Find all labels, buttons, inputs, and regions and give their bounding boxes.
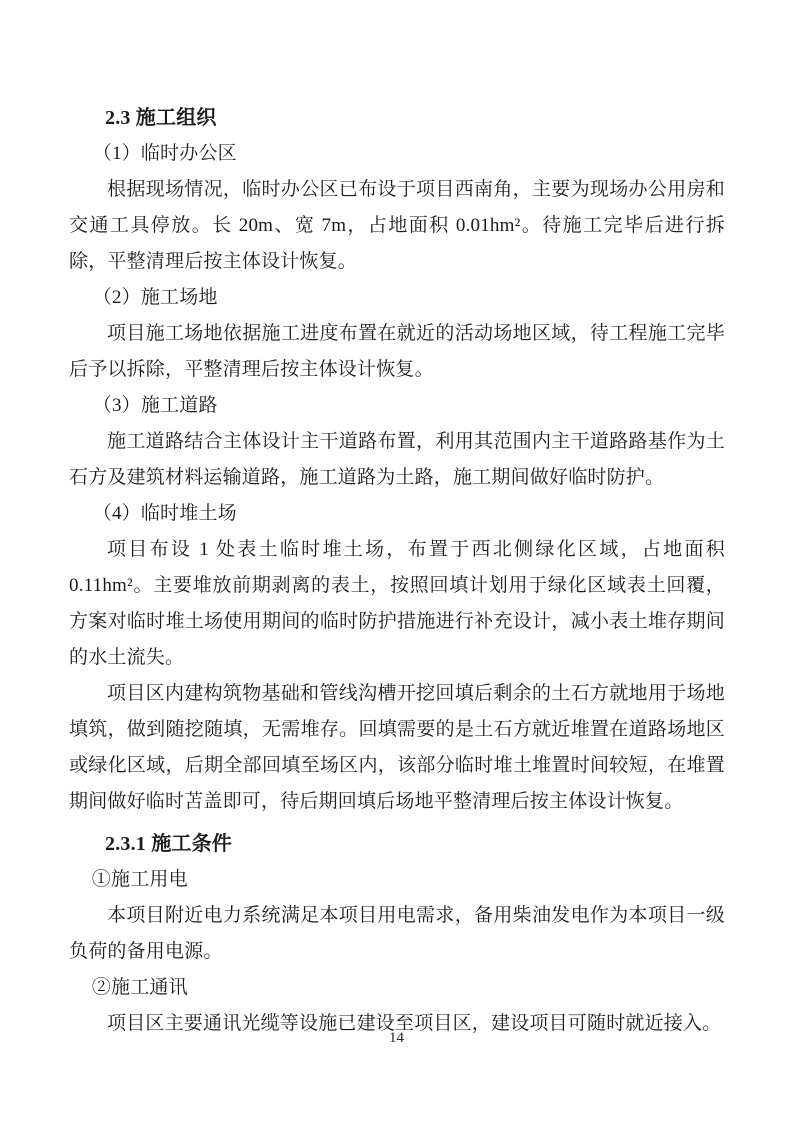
- numbered-subheading: ①施工用电: [91, 869, 188, 890]
- section-heading: 2.3 施工组织: [105, 107, 217, 129]
- item-subheading: （1）临时办公区: [92, 143, 237, 164]
- item-subheading: （3）施工道路: [92, 395, 218, 416]
- section-heading: 2.3.1 施工条件: [105, 833, 232, 855]
- body-paragraph: 项目布设 1 处表土临时堆土场，布置于西北侧绿化区域，占地面积 0.11hm²。主要堆放前期剥离的表土，按照回填计划用于绿化区域表土回覆，方案对临时堆土场使用期间的临时防护措施进行补充设计，减小表土堆存期间的水土流失。: [69, 539, 725, 668]
- page-body: [69, 100, 725, 1042]
- page-number: 14: [389, 1030, 404, 1046]
- body-paragraph: 施工道路结合主体设计主干道路布置，利用其范围内主干道路路基作为土石方及建筑材料运输道路，施工道路为土路，施工期间做好临时防护。: [69, 431, 725, 488]
- body-paragraph: 项目区主要通讯光缆等设施已建设至项目区，建设项目可随时就近接入。: [107, 1013, 722, 1034]
- item-subheading: （4）临时堆土场: [92, 503, 237, 524]
- item-subheading: （2）施工场地: [92, 287, 218, 308]
- body-paragraph: 本项目附近电力系统满足本项目用电需求，备用柴油发电作为本项目一级负荷的备用电源。: [69, 905, 725, 962]
- body-paragraph: 项目施工场地依据施工进度布置在就近的活动场地区域，待工程施工完毕后予以拆除，平整清理后按主体设计恢复。: [69, 323, 725, 380]
- body-paragraph: 根据现场情况，临时办公区已布设于项目西南角，主要为现场办公用房和交通工具停放。长 20m、宽 7m，占地面积 0.01hm²。待施工完毕后进行拆除，平整清理后按主体设计恢复。: [69, 179, 725, 272]
- numbered-subheading: ②施工通讯: [91, 977, 188, 998]
- body-paragraph: 项目区内建构筑物基础和管线沟槽开挖回填后剩余的土石方就地用于场地填筑，做到随挖随填，无需堆存。回填需要的是土石方就近堆置在道路场地区或绿化区域，后期全部回填至场区内，该部分临时堆土堆置时间较短，在堆置期间做好临时苫盖即可，待后期回填后场地平整清理后按主体设计恢复。: [69, 683, 725, 812]
- page-footer: [0, 1028, 793, 1048]
